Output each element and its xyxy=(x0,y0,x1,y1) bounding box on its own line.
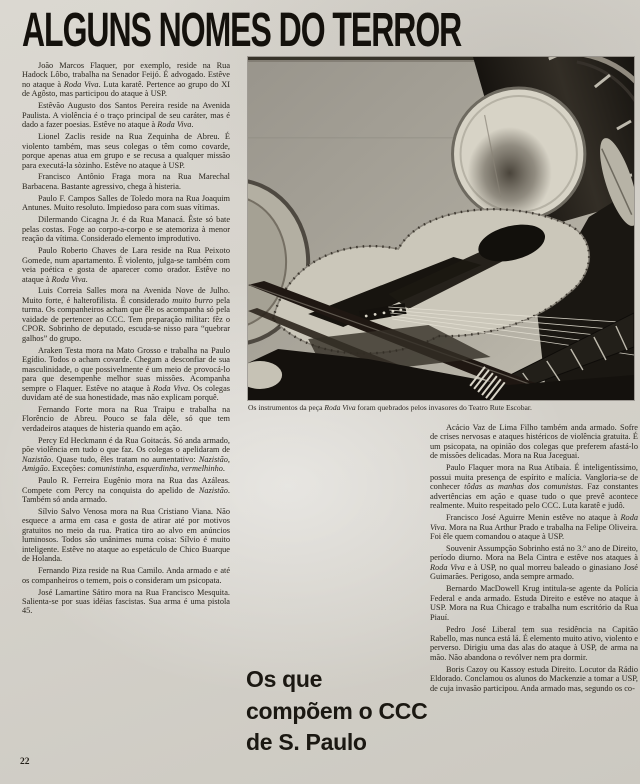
paragraph: Sílvio Salvo Venosa mora na Rua Cristiano Viana. Não esquece a arma em casa e gosta de atirar até por motivos gratuitos no meio da rua. Pratica tiro ao alvo em anúncios luminosos. Todos são unânimes numa coisa: Sílvio é muito inteligente. Estêve no ataque ao espetáculo de Chico Buarque de Holanda. xyxy=(22,506,230,564)
paragraph: Souvenir Assumpção Sobrinho está no 3.º ano de Direito, período diurno. Mora na Bela Cintra e estêve nos ataques à Roda Viva e à USP, no qual morreu baleado o ginasiano José Guimarães. Perigoso, anda sempre armado. xyxy=(430,543,638,582)
paragraph: Paulo Roberto Chaves de Lara reside na Rua Peixoto Gomede, num apartamento. É violento, julga-se também com veia poética e gosta de aparecer como orador. Estêve no ataque à Roda Viva. xyxy=(22,246,230,284)
paragraph: Acácio Vaz de Lima Filho também anda armado. Sofre de crises nervosas e ataques histéricos de violência gratuita. É um psicopata, na opinião dos colegas que preferem afastá-lo de missões delicadas. Mora na Rua Jaceguai. xyxy=(430,423,638,461)
section-heading xyxy=(246,664,431,759)
heading-line: compõem o CCC xyxy=(246,697,428,724)
paragraph: João Marcos Flaquer, por exemplo, reside na Rua Hadock Lôbo, trabalha na Senador Feijó. É advogado. Estêve no ataque à Roda Viva. Luta karatê. Pertence ao grupo do XI de Agôsto, mas participou do ataque à USP. xyxy=(22,61,230,99)
left-column xyxy=(22,61,230,757)
paragraph: José Lamartine Sátiro mora na Rua Francisco Mesquita. Salienta-se por suas idéias fascistas. Sua arma é uma pistola 45. xyxy=(22,587,230,616)
paragraph: Bernardo MacDowell Krug intitula-se agente da Polícia Federal e anda armado. Estuda Direito e estêve no ataque à USP. Mora na Rua Chicago e trabalha num escritório da Rua Piauí. xyxy=(430,584,638,622)
paragraph: Fernando Forte mora na Rua Traipu e trabalha na Florêncio de Abreu. Pouco se fala dêle, só que tem verdadeiros ataques de histeria quando em ação. xyxy=(22,404,230,433)
paragraph: Araken Testa mora na Mato Grosso e trabalha na Paulo Egídio. Todos o acham covarde. Chegam a desconfiar de sua masculinidade, o que possivelmente é um meio de provocá-lo para que desempenhe melhor suas missões. Acompanha sempre o Flaquer. Estêve no ataque à Roda Viva. Os colegas duvidam até de sua honestidade, mas não explicam porquê. xyxy=(22,345,230,402)
paragraph: Percy Ed Heckmann é da Rua Goitacás. Só anda armado, põe violência em tudo o que faz. Os colegas o apelidaram de Nazistão. Quase tudo, êles tratam no aumentativo: Nazistão, Amigão. Exceções: comunistinha, esquerdinha, vermelhinho. xyxy=(22,435,230,474)
heading-line: Os que xyxy=(246,666,323,692)
paragraph: Francisco José Aguirre Menin estêve no ataque à Roda Viva. Mora na Rua Arthur Prado e trabalha na Felipe Oliveira. Foi êle quem comandou o ataque à USP. xyxy=(430,513,638,541)
photo-caption: Os instrumentos da peça Roda Viva foram quebrados pelos invasores do Teatro Rute Escobar. xyxy=(248,403,532,412)
photo-broken-instruments xyxy=(248,57,634,400)
paragraph: Pedro José Liberal tem sua residência na Capitão Rabello, mas nunca está lá. É elemento muito ativo, violento e perverso. Dirigiu uma das alas do ataque à USP, de arma na mão. Não abandona o revólver nem pra dormir. xyxy=(430,624,638,662)
paragraph: Luis Correia Salles mora na Avenida Nove de Julho. Muito forte, é halterofilista. É considerado muito burro pela turma. Os companheiros acham que êle os acompanha só pela vaidade de pertencer ao CCC. Tem preparação militar: fêz o CPOR. Sobrinho de deputado, escuda-se nisso para “quebrar galhos” do grupo. xyxy=(22,286,230,343)
page-number: 22 xyxy=(20,757,30,767)
paragraph: Fernando Piza reside na Rua Camilo. Anda armado e até os companheiros o temem, pois o consideram um psicopata. xyxy=(22,566,230,585)
paragraph: Paulo R. Ferreira Eugênio mora na Rua das Azáleas. Compete com Percy na conquista do apelido de Nazistão. Também só anda armado. xyxy=(22,476,230,504)
paragraph: Paulo Flaquer mora na Rua Atibaia. É inteligentíssimo, possui muita presença de espírito e malícia. Vangloria-se de conhecer tôdas as manhas dos comunistas. Faz constantes advertências em ação e quase tudo o que prevê acontece realmente. Muito respeitado pelo CCC. Luta karatê e judô. xyxy=(430,463,638,511)
paragraph: Boris Cazoy ou Kassoy estuda Direito. Locutor da Rádio Eldorado. Conclamou os alunos do Mackenzie a tomar a USP, de cuja invasão participou. Anda armado mas, segundo os co- xyxy=(430,664,638,693)
paragraph: Dilermando Cicagna Jr. é da Rua Manacá. Êste só bate pelas costas. Foge ao corpo-a-corpo e se atemoriza à menor reação da vítima. Considerado elemento improdutivo. xyxy=(22,215,230,244)
heading-line: de S. Paulo xyxy=(246,729,367,755)
paragraph: Paulo F. Campos Salles de Toledo mora na Rua Joaquim Antunes. Muito resoluto. Impiedoso para com suas vítimas. xyxy=(22,193,230,213)
page-headline: ALGUNS NOMES DO TERROR xyxy=(22,2,462,57)
paragraph: Francisco Antônio Fraga mora na Rua Marechal Barbacena. Bastante agressivo, chega à histeria. xyxy=(22,172,230,191)
photo-illustration xyxy=(248,57,634,400)
paragraph: Lionel Zaclis reside na Rua Zequinha de Abreu. É violento também, mas seus colegas o têm como covarde, porque apenas atua em grupo e se recusa a qualquer missão para executá-la sòzinho. Estêve no ataque à USP. xyxy=(22,132,230,170)
right-column xyxy=(430,423,638,784)
paragraph: Estêvão Augusto dos Santos Pereira reside na Avenida Paulista. A violência é o traço principal de seu caráter, mas é dado a fazer poesias. Estêve no ataque à Roda Viva. xyxy=(22,101,230,130)
